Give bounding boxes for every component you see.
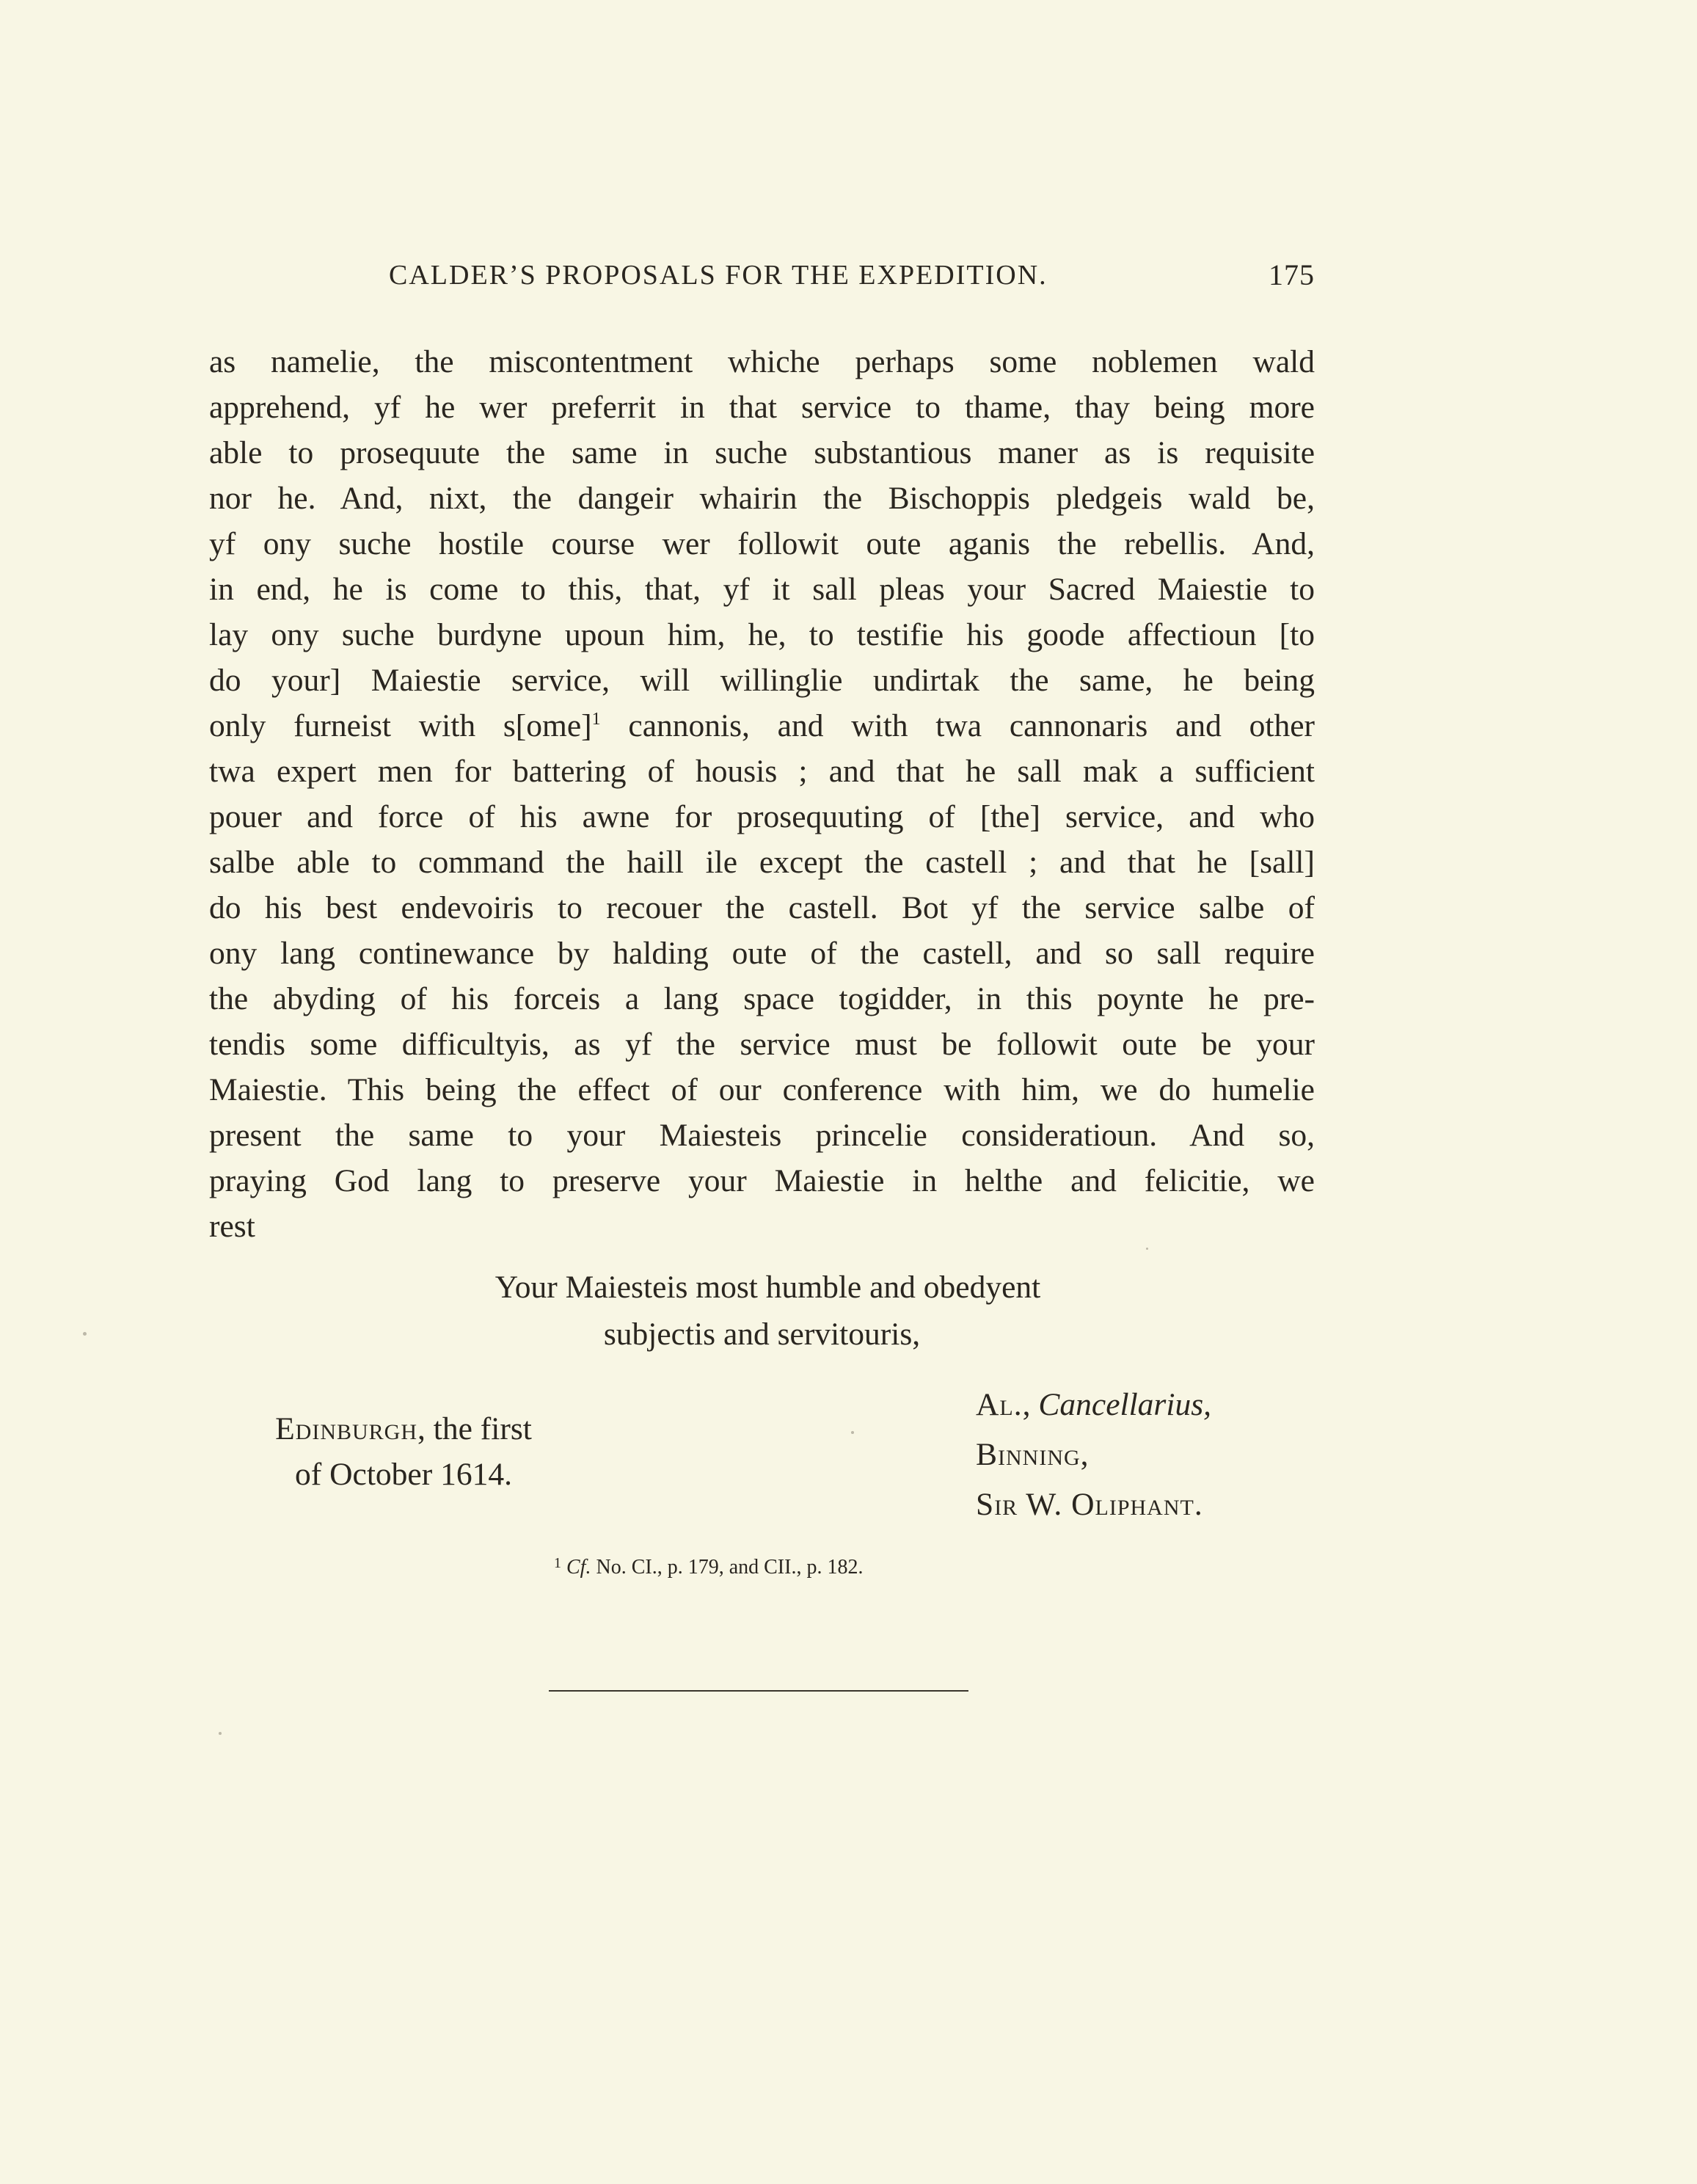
page-number: 175 bbox=[1269, 258, 1315, 291]
closing-line-1: Your Maiesteis most humble and obedyent bbox=[494, 1270, 1041, 1305]
place-and-date bbox=[238, 1406, 569, 1497]
body-line-start: only furneist with s[ome] bbox=[209, 708, 592, 743]
signatory-2: Binning, bbox=[976, 1437, 1090, 1472]
date-part-1: , the first bbox=[417, 1411, 532, 1446]
body-line: ony lang continewance by halding oute of the castell, and so sall require bbox=[209, 936, 1315, 971]
body-line: Maiestie. This being the effect of our conference with him, we do humelie bbox=[209, 1072, 1315, 1107]
paper-speck bbox=[851, 1431, 854, 1434]
body-line: apprehend, yf he wer preferrit in that service to thame, thay being more bbox=[209, 390, 1315, 425]
signatory-1-name: Al. bbox=[976, 1387, 1023, 1422]
closing-salutation bbox=[209, 1264, 1315, 1358]
date-part-2: of October 1614. bbox=[295, 1457, 512, 1492]
end-rule bbox=[549, 1690, 968, 1692]
body-line-with-footnote bbox=[209, 703, 1315, 749]
footnote-cf: Cf. bbox=[566, 1556, 591, 1579]
place-date-line-1 bbox=[238, 1406, 569, 1452]
footnote-text: No. CI., p. 179, and CII., p. 182. bbox=[591, 1556, 864, 1579]
running-head-title: CALDER’S PROPOSALS FOR THE EXPEDITION. bbox=[389, 260, 1048, 291]
body-line: salbe able to command the haill ile except the castell ; and that he [sall] bbox=[209, 845, 1315, 880]
signatory-3: Sir W. Oliphant. bbox=[976, 1487, 1203, 1522]
body-line: in end, he is come to this, that, yf it sall pleas your Sacred Maiestie to bbox=[209, 572, 1315, 607]
body-line: do your] Maiestie service, will willinglie undirtak the same, he being bbox=[209, 663, 1315, 698]
footnote-number: 1 bbox=[554, 1555, 561, 1571]
body-line: nor he. And, nixt, the dangeir whairin the Bischoppis pledgeis wald be, bbox=[209, 481, 1315, 516]
body-line-last: rest bbox=[209, 1209, 255, 1244]
body-line: present the same to your Maiesteis princelie consideratioun. And so, bbox=[209, 1118, 1315, 1153]
body-line: pouer and force of his awne for prosequuting of [the] service, and who bbox=[209, 799, 1315, 834]
signatories bbox=[976, 1380, 1357, 1529]
footnote bbox=[554, 1548, 863, 1582]
body-line-end: cannonis, and with twa cannonaris and other bbox=[600, 708, 1315, 743]
paper-speck bbox=[219, 1732, 222, 1735]
signatory-1: Al., Cancellarius, bbox=[976, 1387, 1211, 1422]
paper-speck bbox=[83, 1332, 87, 1336]
body-paragraph bbox=[209, 339, 1315, 1249]
body-line: the abyding of his forceis a lang space togidder, in this poynte he pre- bbox=[209, 981, 1315, 1016]
paper-speck bbox=[1146, 1248, 1148, 1250]
footnote-marker: 1 bbox=[591, 710, 601, 729]
body-line: lay ony suche burdyne upoun him, he, to testifie his goode affectioun [to bbox=[209, 617, 1315, 652]
body-line: praying God lang to preserve your Maiestie in helthe and felicitie, we bbox=[209, 1163, 1315, 1198]
running-head bbox=[389, 253, 1315, 297]
body-line: able to prosequute the same in suche substantious maner as is requisite bbox=[209, 435, 1315, 470]
signatory-1-title: Cancellarius, bbox=[1038, 1387, 1211, 1422]
body-line: yf ony suche hostile course wer followit oute aganis the rebellis. And, bbox=[209, 526, 1315, 561]
place-name: Edinburgh bbox=[275, 1411, 418, 1446]
closing-line-2: subjectis and servitouris, bbox=[603, 1317, 921, 1352]
body-line: tendis some difficultyis, as yf the service must be followit oute be your bbox=[209, 1027, 1315, 1062]
body-line: as namelie, the miscontentment whiche perhaps some noblemen wald bbox=[209, 344, 1315, 379]
body-line: twa expert men for battering of housis ; and that he sall mak a sufficient bbox=[209, 754, 1315, 789]
body-line: do his best endevoiris to recouer the castell. Bot yf the service salbe of bbox=[209, 890, 1315, 925]
